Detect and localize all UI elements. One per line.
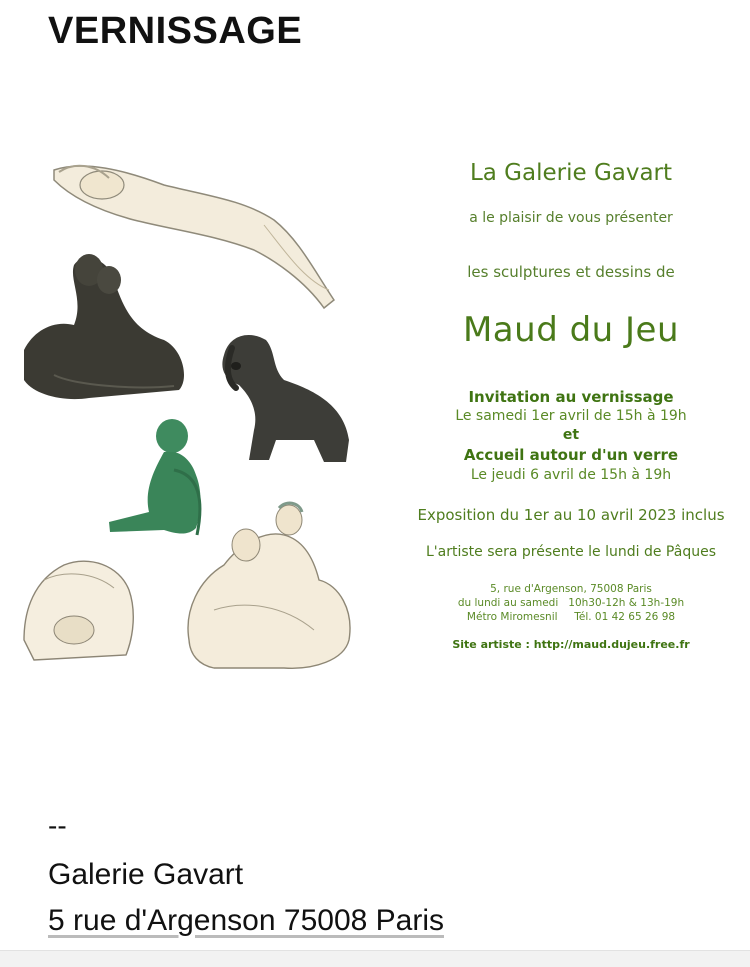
flyer-artist-site: Site artiste : http://maud.dujeu.free.fr (452, 638, 690, 651)
flyer-artist-name: Maud du Jeu (462, 310, 680, 350)
green-seated-figure-sculpture (109, 419, 201, 535)
embracing-couple-drawing (188, 503, 350, 668)
flyer-invitation-title: Invitation au vernissage (468, 388, 674, 406)
flyer-contact-block (396, 582, 746, 624)
flyer-exhibition-dates: Exposition du 1er au 10 avril 2023 inclus (417, 506, 725, 524)
flyer-gallery-title: La Galerie Gavart (469, 160, 673, 186)
flyer-conjunction: et (562, 427, 580, 443)
couple-bronze-sculpture (24, 254, 184, 399)
flyer-metro-line: Métro Miromesnil Tél. 01 42 65 26 98 (466, 611, 676, 623)
flyer-welcome-title: Accueil autour d'un verre (463, 446, 679, 464)
dog-bronze-sculpture (222, 335, 349, 462)
signature-gallery-name: Galerie Gavart (48, 858, 244, 891)
bottom-toolbar-edge (0, 950, 750, 967)
email-subject-heading: VERNISSAGE (48, 10, 303, 52)
flyer-address-line: 5, rue d'Argenson, 75008 Paris (490, 583, 652, 595)
signature-address-link[interactable]: 5 rue d'Argenson 75008 Paris (48, 904, 444, 937)
flyer-works-text: les sculptures et dessins de (467, 263, 675, 281)
flyer-intro-text: a le plaisir de vous présenter (469, 210, 673, 226)
flyer-welcome-date: Le jeudi 6 avril de 15h à 19h (470, 467, 672, 483)
artwork-collage (14, 140, 394, 680)
exhibition-flyer-image (14, 140, 740, 680)
flyer-artist-presence: L'artiste sera présente le lundi de Pâques (425, 544, 716, 560)
flyer-invitation-date: Le samedi 1er avril de 15h à 19h (455, 408, 687, 424)
flyer-text-column (396, 140, 746, 680)
flyer-hours-line: du lundi au samedi 10h30-12h & 13h-19h (457, 597, 685, 609)
crouching-figure-drawing (24, 561, 133, 660)
signature-separator: -- (48, 810, 67, 841)
